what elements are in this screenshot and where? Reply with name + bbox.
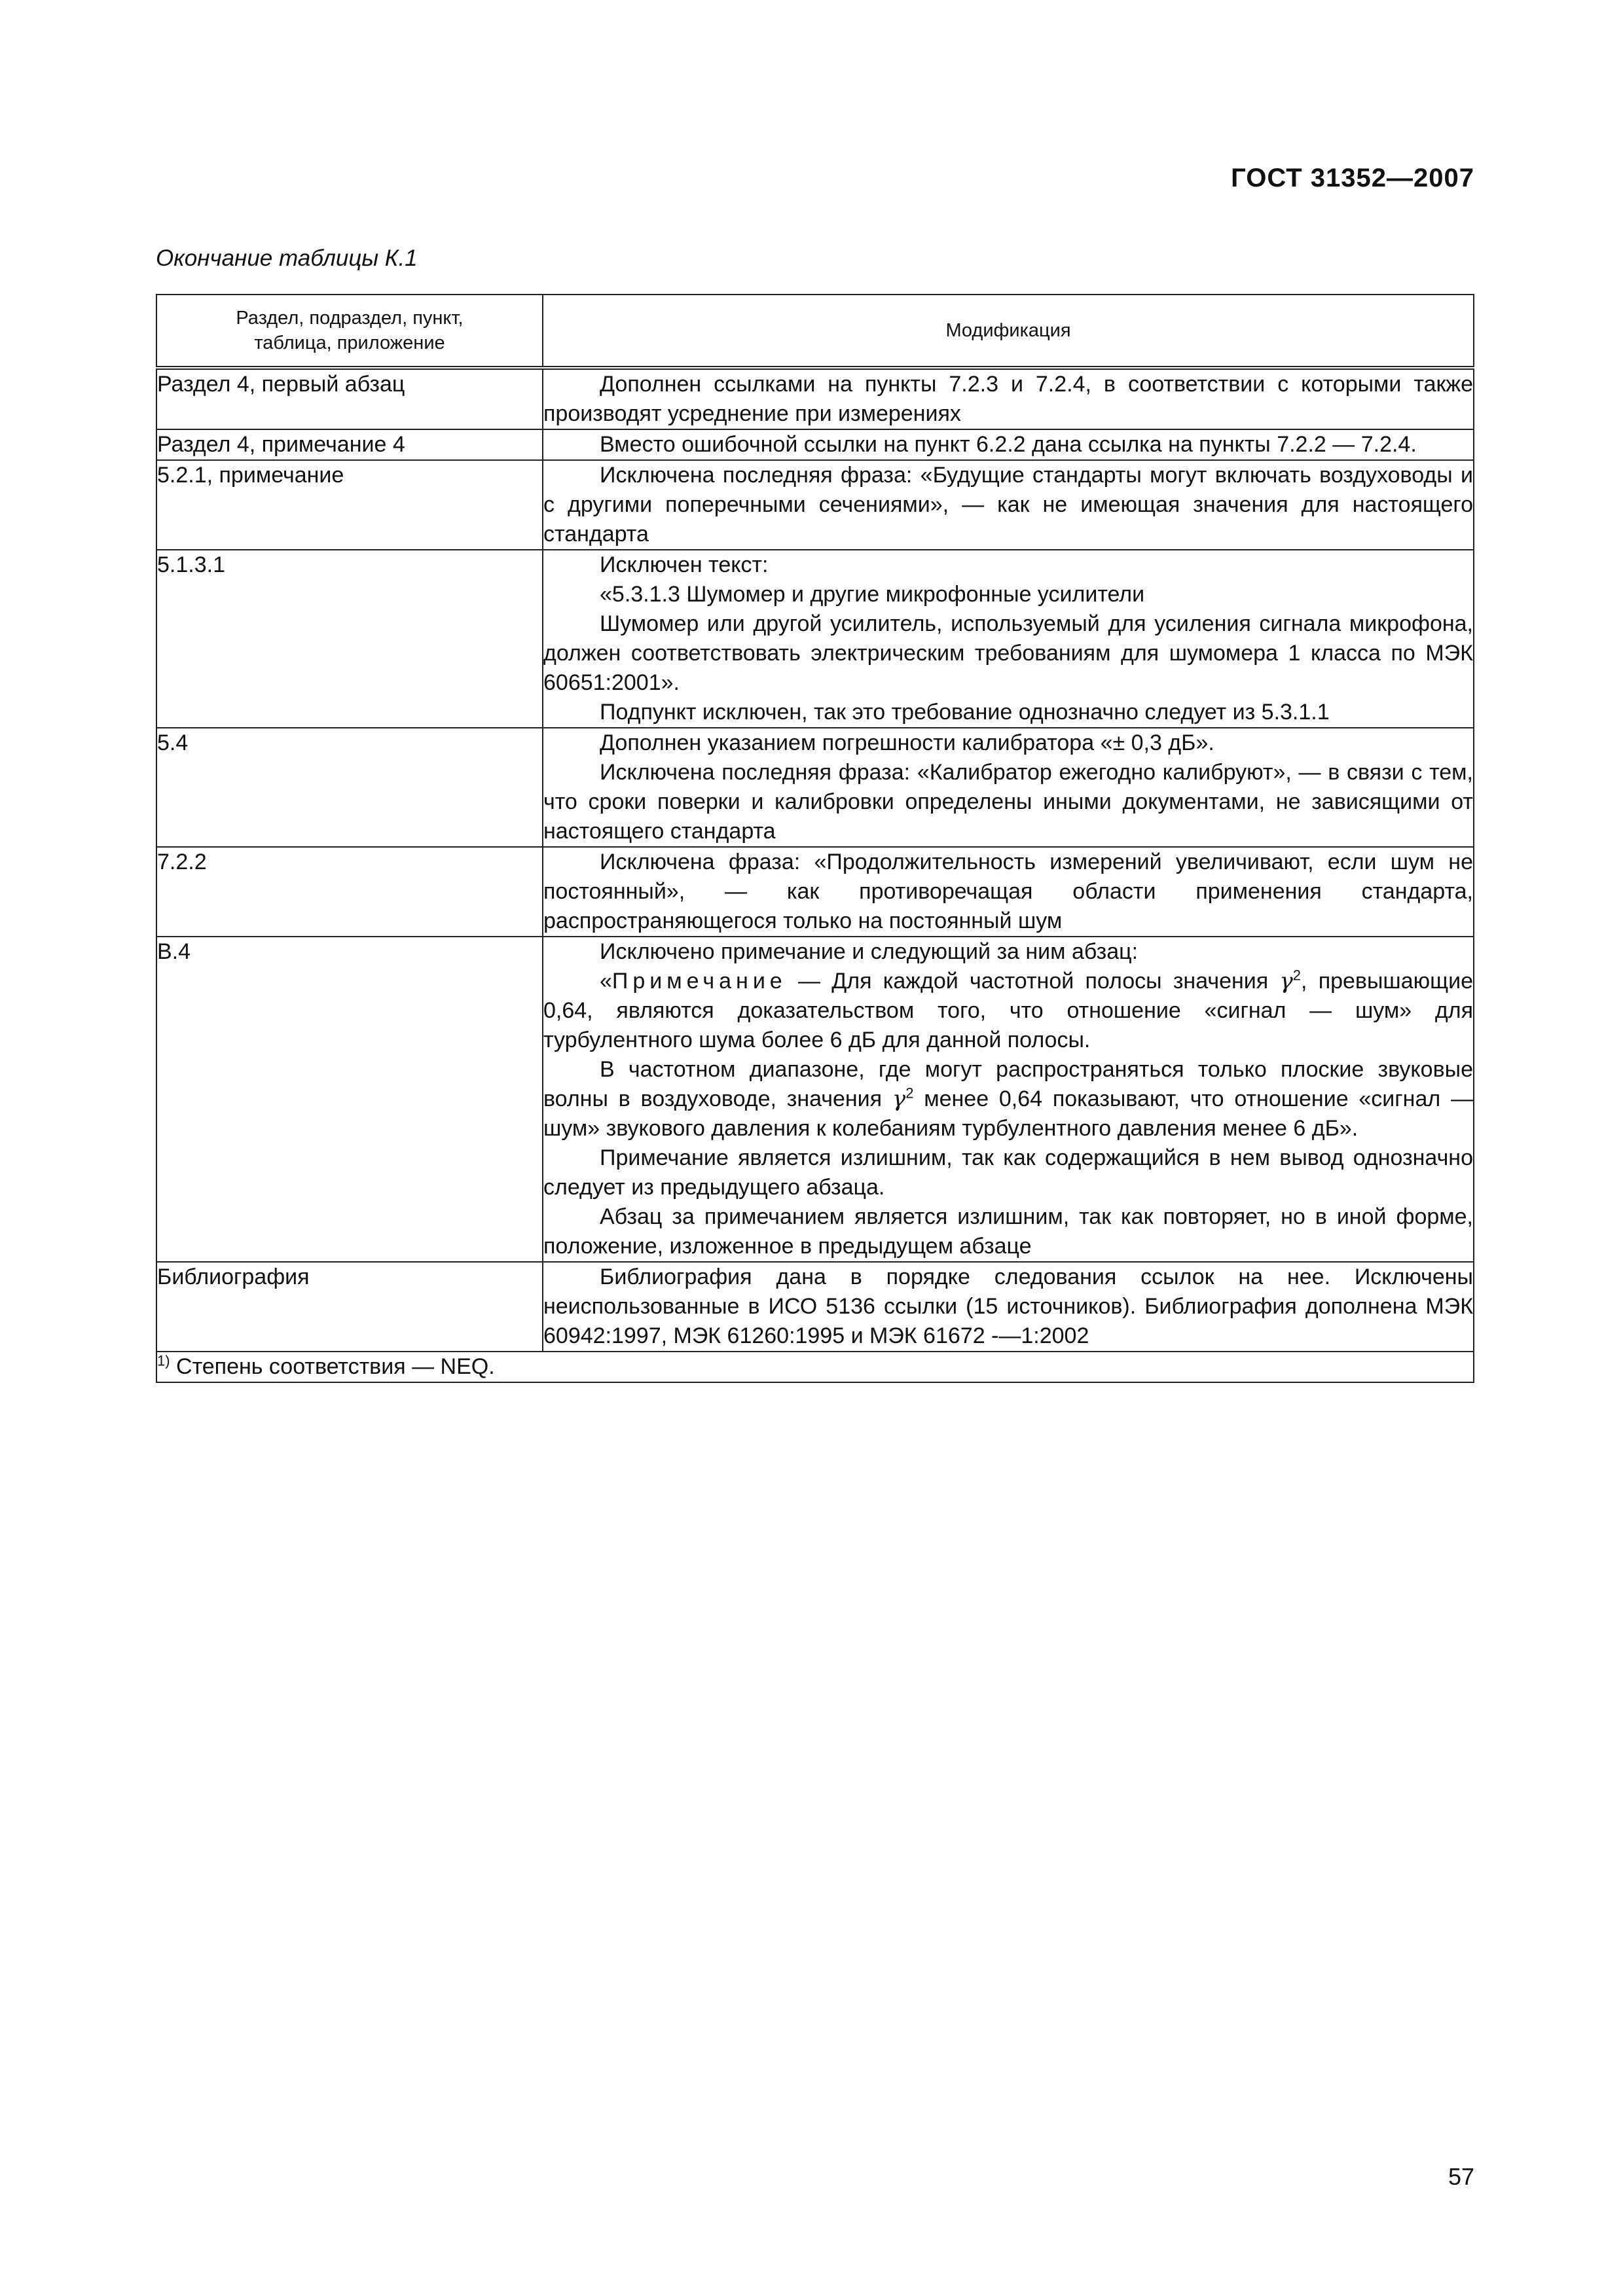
- table-caption: Окончание таблицы К.1: [156, 245, 418, 271]
- modification-paragraph: Вместо ошибочной ссылки на пункт 6.2.2 дана ссылка на пункты 7.2.2 — 7.2.4.: [600, 432, 1417, 457]
- row-section: 7.2.2: [156, 847, 543, 937]
- row-section: 5.2.1, примечание: [156, 460, 543, 550]
- table-footnote-row: [156, 1352, 1474, 1382]
- modification-paragraph: [543, 1055, 1473, 1143]
- page-number: 57: [1448, 2163, 1474, 2190]
- table-row: [156, 460, 1474, 550]
- table-row: [156, 847, 1474, 937]
- paragraph-text: менее 0,64 показывают, что отношение «сигнал — шум» звукового давления к колебаниям турбулентного давления менее 6 дБ».: [543, 1086, 1473, 1141]
- modification-paragraph: Подпункт исключен, так это требование однозначно следует из 5.3.1.1: [600, 700, 1330, 725]
- modification-paragraph: Дополнен ссылками на пункты 7.2.3 и 7.2.4, в соответствии с которыми также производят усреднение при измерениях: [543, 372, 1473, 426]
- gamma-symbol: γ: [892, 1086, 906, 1112]
- modification-paragraph: Исключено примечание и следующий за ним абзац:: [600, 939, 1139, 964]
- column-header-section: Раздел, подраздел, пункт, таблица, приложение: [156, 295, 543, 368]
- row-modification: [543, 460, 1474, 550]
- modification-paragraph: Библиография дана в порядке следования ссылок на нее. Исключены неиспользованные в ИСО 5136 ссылки (15 источников). Библиография дополнена МЭК 60942:1997, МЭК 61260:1995 и МЭК 61672 -—1:2002: [543, 1265, 1473, 1348]
- superscript: 2: [1292, 967, 1302, 984]
- modifications-table: [156, 294, 1474, 1383]
- modification-paragraph: Дополнен указанием погрешности калибратора «± 0,3 дБ».: [600, 730, 1214, 755]
- row-modification: [543, 368, 1474, 429]
- row-modification: [543, 937, 1474, 1262]
- row-section: В.4: [156, 937, 543, 1262]
- modification-paragraph: Исключена последняя фраза: «Будущие стандарты могут включать воздуховоды и с другими поперечными сечениями», — как не имеющая значения для настоящего стандарта: [543, 463, 1473, 547]
- footnote-text: Степень соответствия — NEQ.: [176, 1354, 495, 1379]
- gamma-symbol: γ: [1279, 968, 1293, 994]
- row-section: Раздел 4, первый абзац: [156, 368, 543, 429]
- modification-paragraph: Абзац за примечанием является излишним, так как повторяет, но в иной форме, положение, изложенное в предыдущем абзаце: [543, 1204, 1473, 1259]
- footnote: [156, 1352, 1474, 1382]
- row-section: 5.4: [156, 728, 543, 847]
- modification-paragraph: Исключена последняя фраза: «Калибратор ежегодно калибруют», — в связи с тем, что сроки поверки и калибровки определены иными документами, не зависящими от настоящего стандарта: [543, 760, 1473, 844]
- table-row: [156, 937, 1474, 1262]
- quote-open: «: [600, 969, 612, 994]
- note-word: Примечание: [611, 969, 787, 994]
- modification-paragraph: Шумомер или другой усилитель, используемый для усиления сигнала микрофона, должен соответствовать электрическим требованиям для шумомера 1 класса по МЭК 60651:2001».: [543, 611, 1473, 695]
- table-header-row: [156, 295, 1474, 368]
- modification-paragraph-note: [543, 967, 1473, 1055]
- table-row: [156, 550, 1474, 728]
- table-row: [156, 429, 1474, 460]
- footnote-marker: 1): [157, 1352, 170, 1369]
- note-text: , превышающие 0,64, являются доказательством того, что отношение «сигнал — шум» для турбулентного шума более 6 дБ для данной полосы.: [543, 969, 1473, 1052]
- modification-paragraph: «5.3.1.3 Шумомер и другие микрофонные усилители: [600, 582, 1145, 607]
- row-section: 5.1.3.1: [156, 550, 543, 728]
- paragraph-text: В частотном диапазоне, где могут распространяться только плоские звуковые волны в воздуховоде, значения: [543, 1057, 1473, 1111]
- modification-paragraph: Примечание является излишним, так как содержащийся в нем вывод однозначно следует из предыдущего абзаца.: [543, 1145, 1473, 1200]
- note-text: — Для каждой частотной полосы значения: [786, 969, 1280, 994]
- row-section: Раздел 4, примечание 4: [156, 429, 543, 460]
- row-modification: [543, 728, 1474, 847]
- table-row: [156, 1262, 1474, 1352]
- row-section: Библиография: [156, 1262, 543, 1352]
- row-modification: [543, 847, 1474, 937]
- row-modification: [543, 550, 1474, 728]
- document-code: ГОСТ 31352—2007: [1231, 164, 1474, 192]
- modification-paragraph: Исключен текст:: [600, 552, 769, 577]
- row-modification: [543, 1262, 1474, 1352]
- superscript: 2: [905, 1085, 914, 1102]
- modification-paragraph: Исключена фраза: «Продолжительность измерений увеличивают, если шум не постоянный», — как противоречащая области применения стандарта, распространяющегося только на постоянный шум: [543, 850, 1473, 933]
- table-row: [156, 368, 1474, 429]
- column-header-modification: Модификация: [543, 295, 1474, 368]
- table-row: [156, 728, 1474, 847]
- row-modification: [543, 429, 1474, 460]
